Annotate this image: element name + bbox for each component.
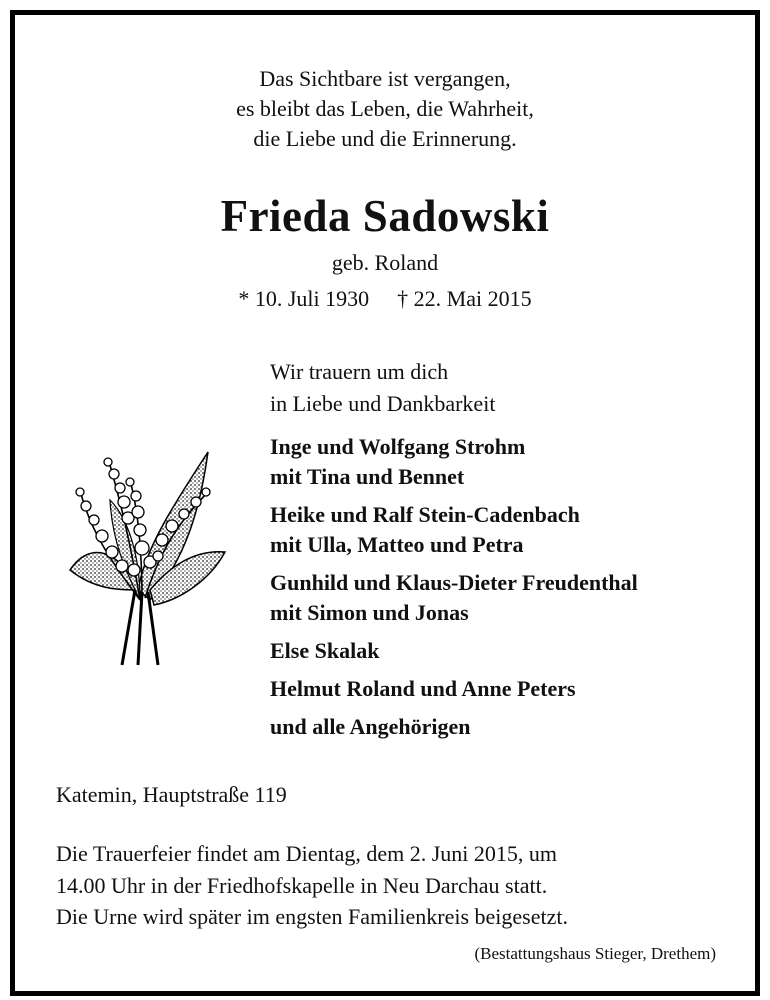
service-notice-line: Die Trauerfeier findet am Dientag, dem 2. Juni 2015, um [56, 841, 558, 866]
mourner-name: mit Tina und Bennet [270, 464, 465, 489]
mourners-list [270, 432, 638, 750]
mourner-name: Helmut Roland und Anne Peters [270, 676, 576, 701]
mourner-address: Katemin, Hauptstraße 119 [56, 782, 287, 807]
deceased-name: Frieda Sadowski [220, 191, 550, 241]
mourner-group [270, 674, 638, 704]
mourner-name: mit Ulla, Matteo und Petra [270, 532, 524, 557]
mourner-name: Gunhild und Klaus-Dieter Freudenthal [270, 570, 638, 595]
mourner-name: mit Simon und Jonas [270, 600, 469, 625]
service-notice [56, 838, 557, 902]
mourner-name: Heike und Ralf Stein-Cadenbach [270, 502, 580, 527]
grief-message [270, 356, 495, 420]
mourner-group [270, 712, 638, 742]
grief-line: in Liebe und Dankbarkeit [270, 391, 496, 416]
mourner-name: und alle Angehörigen [270, 714, 471, 739]
mourner-group [270, 568, 638, 628]
verse-line: die Liebe und die Erinnerung. [253, 126, 517, 151]
mourner-name: Inge und Wolfgang Strohm [270, 434, 526, 459]
mourner-group [270, 636, 638, 666]
birth-date: * 10. Juli 1930 [238, 286, 370, 311]
verse-line: es bleibt das Leben, die Wahrheit, [236, 96, 534, 121]
urn-notice: Die Urne wird später im engsten Familienkreis beigesetzt. [56, 904, 568, 929]
grief-line: Wir trauern um dich [270, 359, 449, 384]
death-date: † 22. Mai 2015 [397, 286, 532, 311]
life-dates [0, 286, 770, 312]
mourner-group [270, 500, 638, 560]
undertaker-credit: (Bestattungshaus Stieger, Drethem) [474, 944, 716, 963]
mourner-name: Else Skalak [270, 638, 380, 663]
lily-of-the-valley-bouquet-icon [50, 440, 240, 670]
verse [0, 64, 770, 154]
service-notice-line: 14.00 Uhr in der Friedhofskapelle in Neu Darchau statt. [56, 873, 548, 898]
mourner-group [270, 432, 638, 492]
verse-line: Das Sichtbare ist vergangen, [259, 66, 511, 91]
birth-name: geb. Roland [331, 250, 439, 275]
